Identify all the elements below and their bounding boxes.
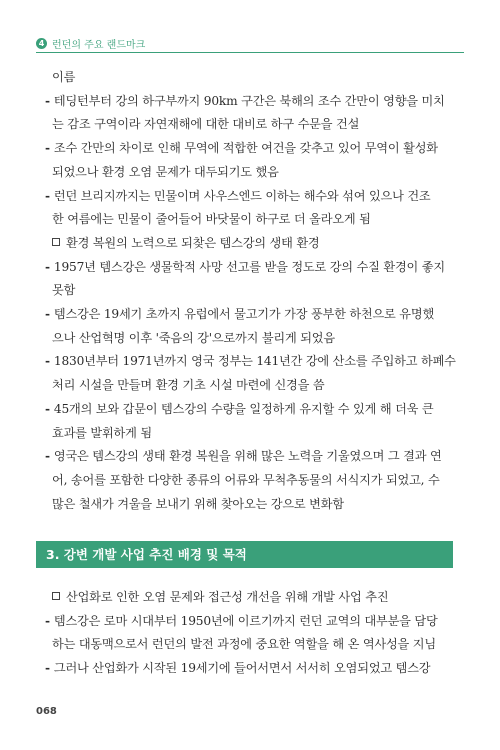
text-line: 되었으나 환경 오염 문제가 대두되기도 했음 xyxy=(52,164,279,179)
text-line: - 템스강은 로마 시대부터 1950년에 이르기까지 런던 교역의 대부분을 담당 xyxy=(45,613,438,628)
text-line: 는 감조 구역이라 자연재해에 대한 대비로 하구 수문을 건설 xyxy=(52,117,360,132)
chapter-title: 런던의 주요 랜드마크 xyxy=(52,40,146,51)
text-line: - 그러나 산업화가 시작된 19세기에 들어서면서 서서히 오염되었고 템스강 xyxy=(45,661,431,676)
text-line: - 템스강은 19세기 초까지 유럽에서 물고기가 가장 풍부한 하천으로 유명했 xyxy=(45,307,435,322)
running-header xyxy=(36,36,145,51)
body-text-bottom xyxy=(45,586,462,681)
text-line: - 테딩턴부터 강의 하구부까지 90km 구간은 북해의 조수 간만이 영향을 미치 xyxy=(45,93,445,108)
square-bullet-icon xyxy=(52,592,60,600)
text-line: 못함 xyxy=(52,283,76,298)
square-bullet-icon xyxy=(52,238,60,246)
text-line: 한 여름에는 민물이 줄어들어 바닷물이 하구로 더 올라오게 됨 xyxy=(52,212,371,227)
text-line: 환경 복원의 노력으로 되찾은 템스강의 생태 환경 xyxy=(52,232,462,256)
text-line: - 영국은 템스강의 생태 환경 복원을 위해 많은 노력을 기울였으며 그 결과 연 xyxy=(45,449,442,464)
section-heading: 3. 강변 개발 사업 추진 배경 및 목적 xyxy=(36,541,453,568)
text-line: 하는 대동맥으로서 런던의 발전 과정에 중요한 역할을 해 온 역사성을 지님 xyxy=(52,637,436,652)
page-number: 068 xyxy=(36,706,57,717)
text-line: - 1957년 템스강은 생물학적 사망 선고를 받을 정도로 강의 수질 환경이 좋지 xyxy=(45,259,445,274)
text-line: 효과를 발휘하게 됨 xyxy=(52,425,152,440)
text-line: 산업화로 인한 오염 문제와 접근성 개선을 위해 개발 사업 추진 xyxy=(52,586,462,610)
text-line: - 런던 브리지까지는 민물이며 사우스엔드 이하는 해수와 섞여 있으나 건조 xyxy=(45,188,431,203)
text-line: - 조수 간만의 차이로 인해 무역에 적합한 여건을 갖추고 있어 무역이 활성화 xyxy=(45,141,438,156)
text-line: 처리 시설을 만들며 환경 기초 시설 마련에 신경을 씀 xyxy=(52,378,325,393)
text-line: 이름 xyxy=(52,70,76,84)
text-line: - 1830년부터 1971년까지 영국 정부는 141년간 강에 산소를 주입하고 하폐수 xyxy=(45,354,456,369)
text-line: 어, 송어를 포함한 다양한 종류의 어류와 무척추동물의 서식지가 되었고, 수 xyxy=(52,472,440,487)
header-rule xyxy=(36,52,464,53)
text-line: - 45개의 보와 갑문이 템스강의 수량을 일정하게 유지할 수 있게 해 더욱 큰 xyxy=(45,401,434,416)
text-line: 많은 철새가 겨울을 보내기 위해 찾아오는 강으로 변화함 xyxy=(52,496,344,511)
text-line: 으나 산업혁명 이후 '죽음의 강'으로까지 불리게 되었음 xyxy=(52,330,335,345)
body-text-top xyxy=(45,66,462,516)
chapter-number-badge: 4 xyxy=(36,38,47,49)
